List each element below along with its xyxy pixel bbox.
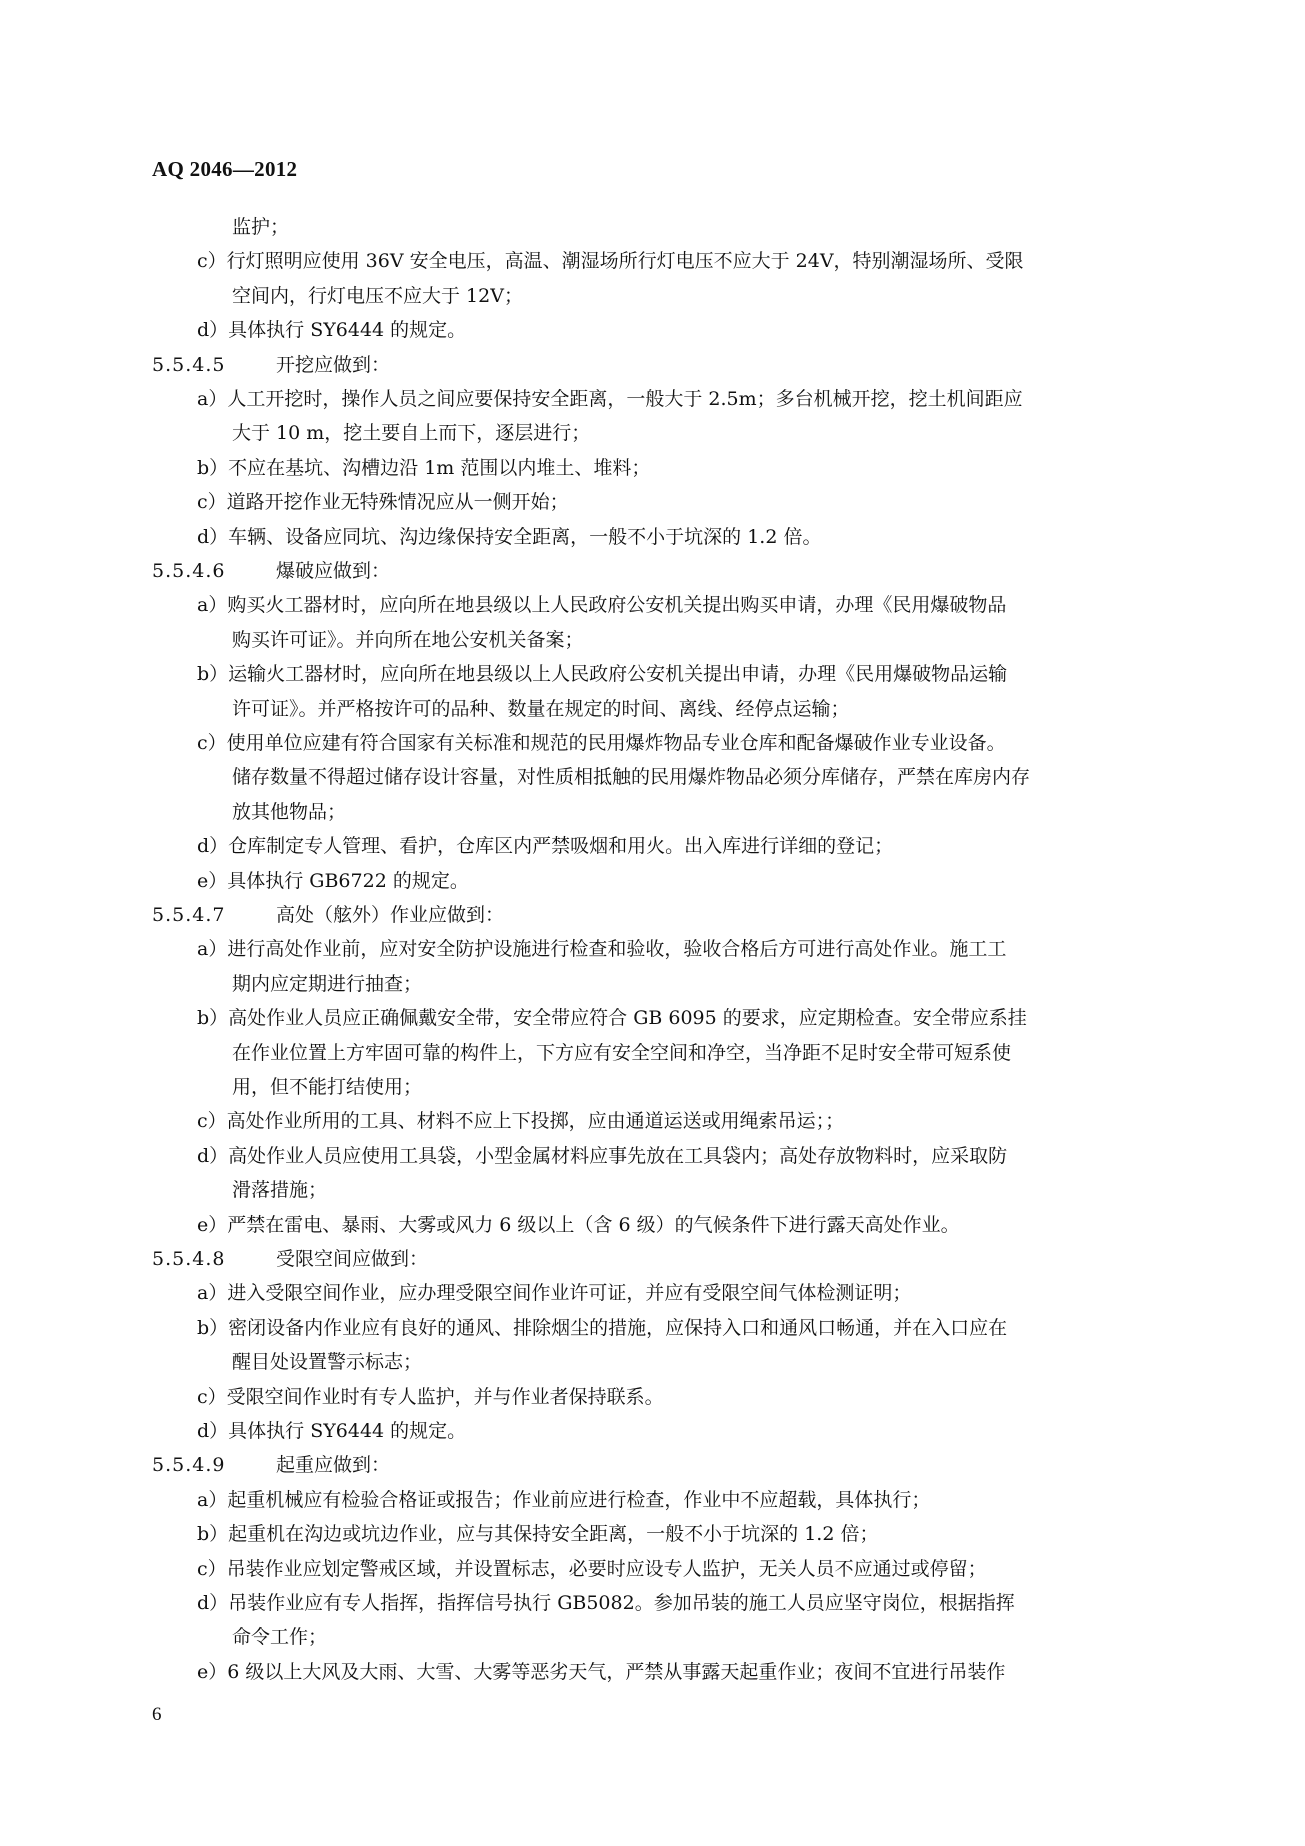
list-item: c）使用单位应建有符合国家有关标准和规范的民用爆炸物品专业仓库和配备爆破作业专业设备。: [197, 732, 1006, 754]
section-title: 受限空间应做到：: [276, 1248, 429, 1270]
list-item: b）密闭设备内作业应有良好的通风、排除烟尘的措施，应保持入口和通风口畅通，并在入口应在: [197, 1316, 1008, 1339]
list-item: d）具体执行 SY6444 的规定。: [197, 319, 467, 342]
list-item: d）车辆、设备应同坑、沟边缘保持安全距离，一般不小于坑深的 1.2 倍。: [197, 525, 822, 548]
list-item-continuation: 许可证》。并严格按许可的品种、数量在规定的时间、离线、经停点运输；: [232, 697, 850, 720]
list-item: d）具体执行 SY6444 的规定。: [197, 1420, 467, 1442]
section-heading: [152, 559, 390, 583]
list-item: e）具体执行 GB6722 的规定。: [197, 869, 469, 892]
section-number: 5.5.4.7: [152, 904, 226, 926]
section-title: 爆破应做到：: [276, 560, 391, 582]
list-item: b）不应在基坑、沟槽边沿 1m 范围以内堆土、堆料；: [197, 456, 651, 479]
page-number: 6: [152, 1704, 162, 1725]
list-item-continuation: 空间内，行灯电压不应大于 12V；: [232, 284, 523, 307]
list-item: a）起重机械应有检验合格证或报告；作业前应进行检查，作业中不应超载，具体执行；: [197, 1488, 931, 1511]
list-item: c）道路开挖作业无特殊情况应从一侧开始；: [197, 491, 569, 514]
list-item: d）高处作业人员应使用工具袋，小型金属材料应事先放在工具袋内；高处存放物料时，应采取防: [197, 1144, 1008, 1167]
list-item: c）吊装作业应划定警戒区域，并设置标志，必要时应设专人监护，无关人员不应通过或停留；: [197, 1557, 987, 1580]
list-item: a）进入受限空间作业，应办理受限空间作业许可证，并应有受限空间气体检测证明；: [197, 1282, 912, 1305]
list-item: c）高处作业所用的工具、材料不应上下投掷，应由通道运送或用绳索吊运；；: [197, 1110, 845, 1133]
section-heading: [152, 1453, 390, 1477]
list-item-continuation: 购买许可证》。并向所在地公安机关备案；: [232, 628, 584, 651]
list-item: d）仓库制定专人管理、看护，仓库区内严禁吸烟和用火。出入库进行详细的登记；: [197, 835, 894, 858]
list-item-continuation: 醒目处设置警示标志；: [232, 1351, 423, 1374]
section-title: 起重应做到：: [276, 1454, 391, 1477]
list-item-continuation: 大于 10 m，挖土要自上而下，逐层进行；: [232, 422, 591, 445]
list-item: b）运输火工器材时，应向所在地县级以上人民政府公安机关提出申请，办理《民用爆破物品运输: [197, 663, 1008, 686]
list-item-continuation: 监护；: [232, 216, 290, 238]
list-item-continuation: 在作业位置上方牢固可靠的构件上，下方应有安全空间和净空，当净距不足时安全带可短系使: [232, 1041, 1012, 1064]
list-item-continuation: 储存数量不得超过储存设计容量，对性质相抵触的民用爆炸物品必须分库储存，严禁在库房内存: [232, 766, 1031, 789]
section-title: 高处（舷外）作业应做到：: [276, 904, 505, 926]
list-item: a）进行高处作业前，应对安全防护设施进行检查和验收，验收合格后方可进行高处作业。施工工: [197, 938, 1007, 961]
section-heading: [152, 353, 390, 377]
list-item: d）吊装作业应有专人指挥，指挥信号执行 GB5082。参加吊装的施工人员应坚守岗位，根据指挥: [197, 1592, 1015, 1614]
list-item-continuation: 放其他物品；: [232, 800, 347, 823]
list-item: c）行灯照明应使用 36V 安全电压，高温、潮湿场所行灯电压不应大于 24V，特别潮湿场所、受限: [197, 250, 1024, 273]
document-code-header: AQ 2046—2012: [152, 157, 298, 181]
section-heading: [152, 903, 504, 927]
list-item-continuation: 用，但不能打结使用；: [232, 1076, 423, 1098]
list-item: e）严禁在雷电、暴雨、大雾或风力 6 级以上（含 6 级）的气候条件下进行露天高处作业。: [197, 1213, 960, 1236]
list-item-continuation: 命令工作；: [232, 1626, 328, 1649]
section-title: 开挖应做到：: [276, 353, 391, 376]
section-number: 5.5.4.6: [152, 560, 226, 582]
section-number: 5.5.4.5: [152, 353, 226, 376]
section-number: 5.5.4.8: [152, 1248, 226, 1270]
list-item: c）受限空间作业时有专人监护，并与作业者保持联系。: [197, 1385, 664, 1408]
list-item: a）人工开挖时，操作人员之间应要保持安全距离，一般大于 2.5m；多台机械开挖，挖土机间距应: [197, 388, 1023, 410]
list-item-continuation: 滑落措施；: [232, 1179, 328, 1202]
list-item: e）6 级以上大风及大雨、大雪、大雾等恶劣天气，严禁从事露天起重作业；夜间不宜进行吊装作: [197, 1660, 1006, 1683]
list-item: b）高处作业人员应正确佩戴安全带，安全带应符合 GB 6095 的要求，应定期检查。安全带应系挂: [197, 1007, 1027, 1030]
section-heading: [152, 1247, 428, 1271]
list-item: a）购买火工器材时，应向所在地县级以上人民政府公安机关提出购买申请，办理《民用爆破物品: [197, 594, 1007, 617]
list-item-continuation: 期内应定期进行抽查；: [232, 972, 423, 995]
section-number: 5.5.4.9: [152, 1454, 226, 1477]
list-item: b）起重机在沟边或坑边作业，应与其保持安全距离，一般不小于坑深的 1.2 倍；: [197, 1523, 879, 1546]
